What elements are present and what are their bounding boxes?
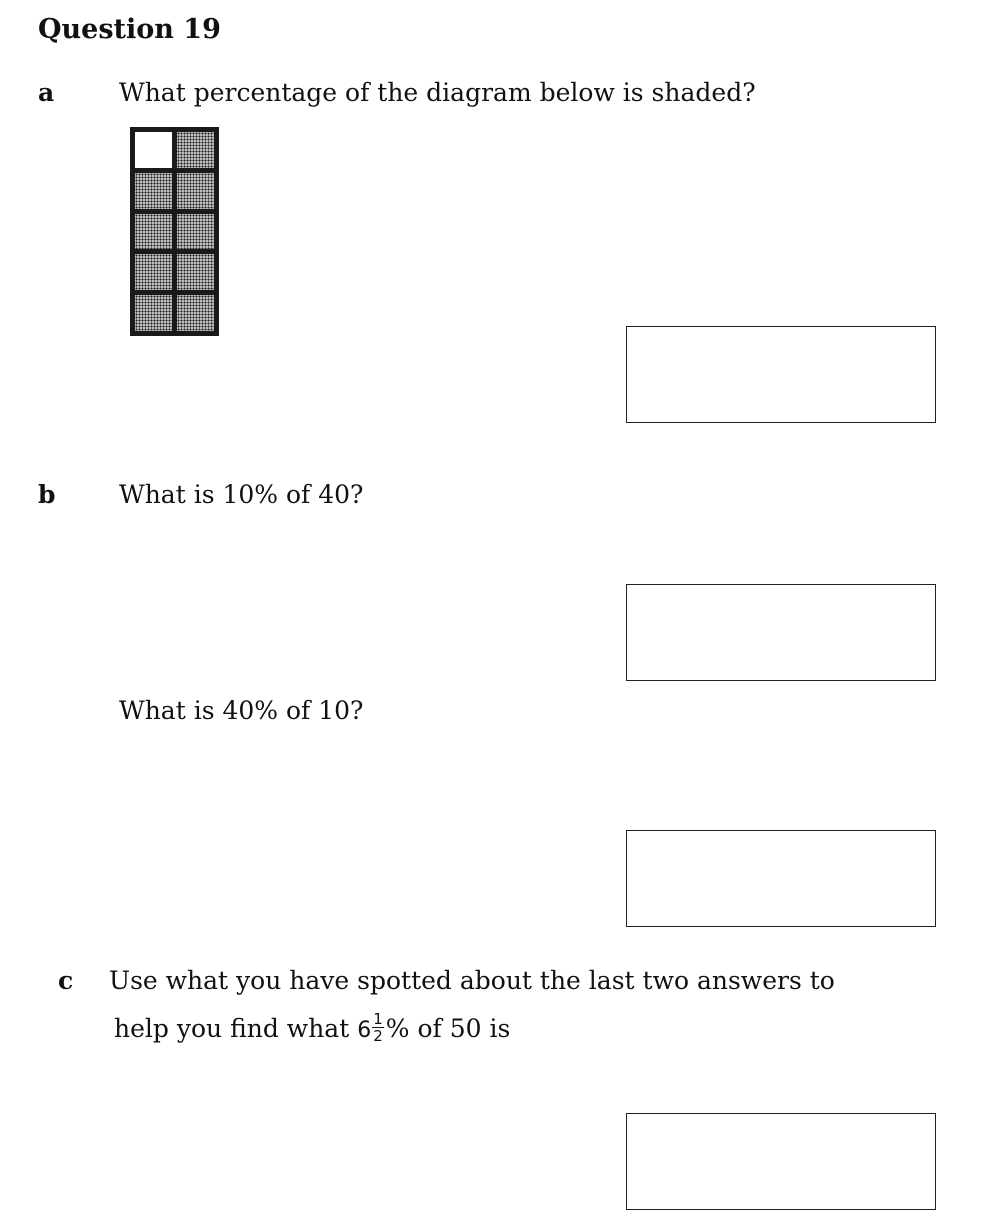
unshaded-cell: [135, 132, 172, 168]
shaded-cell: [135, 173, 172, 209]
fraction-numerator: 1: [373, 1010, 383, 1028]
shaded-cell: [177, 254, 214, 290]
part-c-line-2-prefix: help you find what: [114, 1014, 350, 1043]
shaded-cell: [177, 214, 214, 250]
part-b-question-1: What is 10% of 40?: [119, 480, 364, 509]
shaded-grid-diagram: [130, 127, 219, 336]
answer-box-c[interactable]: [626, 1113, 936, 1210]
part-c-line-2-suffix: % of 50 is: [385, 1014, 511, 1043]
shaded-cell: [135, 214, 172, 250]
mixed-number-whole: 6: [357, 1018, 372, 1043]
part-a-question: What percentage of the diagram below is shaded?: [119, 78, 756, 107]
shaded-cell: [177, 173, 214, 209]
part-c-label: c: [58, 966, 74, 995]
shaded-cell: [135, 254, 172, 290]
answer-box-a[interactable]: [626, 326, 936, 423]
part-c-line-2: [114, 1010, 511, 1047]
shaded-cell: [135, 295, 172, 331]
answer-box-b2[interactable]: [626, 830, 936, 927]
fraction-one-half: [372, 1011, 384, 1044]
part-b-label: b: [38, 480, 56, 509]
shaded-cell: [177, 295, 214, 331]
question-title: Question 19: [38, 14, 221, 45]
fraction-denominator: 2: [373, 1027, 383, 1045]
part-c-line-1: Use what you have spotted about the last two answers to: [109, 966, 835, 995]
part-a-label: a: [38, 78, 55, 107]
shaded-cell: [177, 132, 214, 168]
answer-box-b1[interactable]: [626, 584, 936, 681]
part-b-question-2: What is 40% of 10?: [119, 696, 364, 725]
